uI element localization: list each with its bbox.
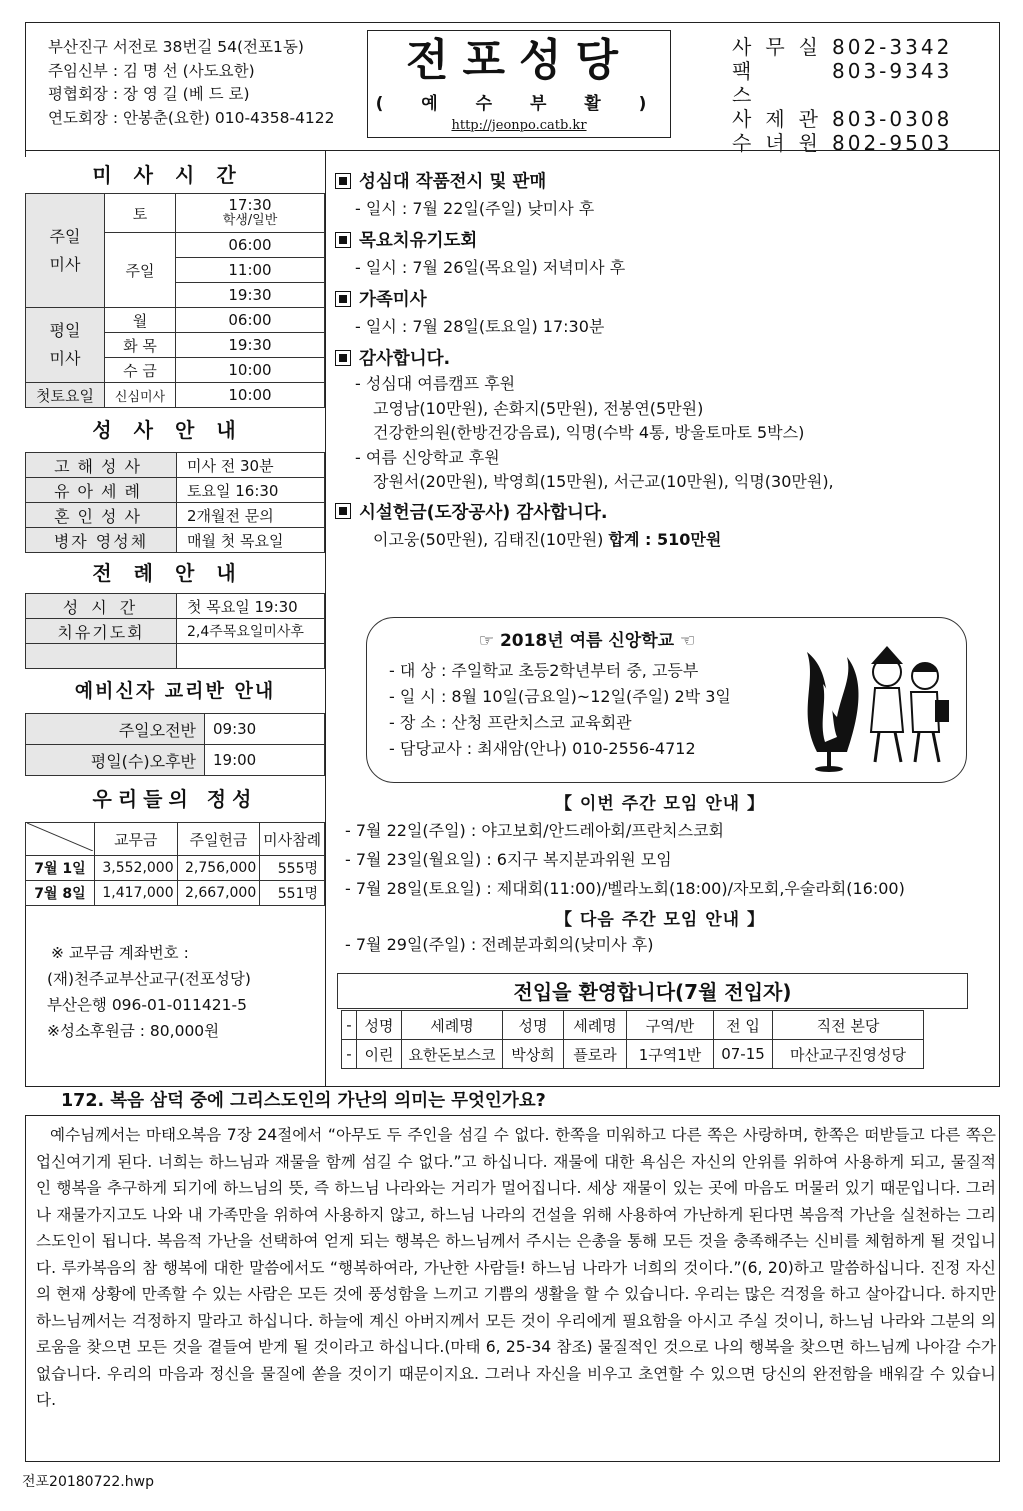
legion-president: 연도회장 : 안봉춘(요한) 010-4358-4122 [48, 108, 335, 127]
facility-title [335, 499, 985, 524]
contact-number: 802-9503 [832, 131, 953, 155]
offering-date: 7월 8일 [26, 881, 95, 906]
contact-label: 수녀원 [732, 131, 832, 155]
contact-label: 사제관 [732, 107, 832, 131]
offering-header: 교무금 [95, 823, 178, 856]
contact-label: 사무실 [732, 35, 832, 59]
welcome-header: 세례명 [564, 1011, 627, 1040]
weekday-time: 19:30 [176, 333, 325, 358]
thanks-line: 장원서(20만원), 박영희(15만원), 서근교(10만원), 익명(30만원), [373, 472, 834, 491]
council-president: 평협회장 : 장 영 길 (베 드 로) [48, 85, 250, 103]
header-divider [25, 150, 1000, 151]
notice-title-text: 목요치유기도회 [359, 231, 478, 251]
checkbox-icon [335, 232, 351, 248]
header-info [48, 36, 335, 130]
sat-note: 학생/일반 [222, 213, 278, 228]
offering-corner [26, 823, 95, 856]
offering-table [25, 822, 325, 906]
sat-mass [176, 194, 325, 233]
sacrament-name: 병자 영성체 [26, 528, 177, 553]
liturgy-value: 2,4주목요일미사후 [177, 619, 325, 644]
welcome-cell: 박상희 [503, 1040, 564, 1069]
facility-total: 합계 : 510만원 [608, 529, 722, 549]
welcome-title: 전입을 환영합니다(7월 전입자) [337, 973, 968, 1009]
meeting-line: - 7월 28일(토요일) : 제대회(11:00)/벨라노회(18:00)/자모회,우술라회(16:00) [345, 879, 905, 898]
welcome-cell: - [342, 1040, 357, 1069]
title-box [367, 30, 671, 138]
camp-line: - 일 시 : 8월 10일(금요일)~12일(주일) 2박 3일 [389, 687, 731, 706]
offering-value: 2,667,000 [177, 881, 260, 906]
next-week-title: 【 다음 주간 모임 안내 】 [555, 910, 765, 930]
welcome-header: 성명 [357, 1011, 402, 1040]
offering-title: 우리들의 정성 [25, 776, 325, 822]
offering-header: 주일헌금 [177, 823, 260, 856]
mass-times-table [25, 193, 325, 408]
this-week-title: 【 이번 주간 모임 안내 】 [555, 794, 765, 814]
weekday-day: 화 목 [105, 333, 176, 358]
welcome-header: 세례명 [402, 1011, 503, 1040]
liturgy-value: 첫 목요일 19:30 [177, 594, 325, 619]
sun-time: 06:00 [176, 233, 325, 258]
welcome-cell: 1구역1반 [627, 1040, 714, 1069]
first-sat-label: 첫토요일 [26, 383, 105, 408]
liturgy-name: 치유기도회 [26, 619, 177, 644]
contact-number: 803-0308 [832, 107, 953, 131]
thanks-details [335, 372, 985, 495]
liturgy-empty [177, 644, 325, 669]
catechumen-title: 예비신자 교리반 안내 [25, 669, 325, 713]
facility-donors [335, 528, 985, 552]
contact-number: 802-3342 [832, 35, 953, 59]
address: 부산진구 서전로 38번길 54(전포1동) [48, 38, 304, 56]
sacraments-table [25, 452, 325, 553]
catechism-answer: 예수님께서는 마태오복음 7장 24절에서 “아무도 두 주인을 섬길 수 없다. 한쪽을 미워하고 다른 쪽은 사랑하며, 한쪽은 떠받들고 다른 쪽은 업신여기게 된다. 너희는 하느님과 재물을 함께 섬길 수 없다.”고 하십니다. 재물에 대한 욕심은 자신의 안위를 위하여 사용하게 되고, 물질적인 행복을 추구하게 되기에 하느님의 뜻, 즉 하느님 나라와는 거리가 멀어집니다. 세상 재물이 있는 곳에 마음도 머물러 있기 때문입니다. 그러나 재물가지고도 나와 내 가족만을 위하여 사용하지 않고, 하느님 나라의 건설을 위해 사용하여 가난하게 된다면 복음적 가난을 실천하는 그리스도인이 됩니다. 복음적 가난을 선택하여 얻게 되는 행복은 하느님께서 주시는 은총을 통해 모든 것을 충족해주는 신비를 체험하게 될 것입니다. 루카복음의 참 행복에 대한 말씀에서도 “행복하여라, 가난한 사람들! 하느님 나라가 너희의 것이다.”(6, 20)하고 말씀하십니다. 진정 자신의 현재 상황에 만족할 수 있는 사람은 모든 것에 풍성함을 느끼고 기쁨의 생활을 할 수 있습니다. 우리는 많은 걱정을 하고 살아갑니다. 하지만 하느님께서는 걱정하지 말라고 하십니다. 하늘에 계신 아버지께서 모든 것이 우리에게 필요함을 아시고 주실 것이니, 하느님 나라와 그분의 의로움을 찾으면 모든 것을 곁들여 받게 될 것이라고 하십니다.(마태 6, 25-34 참조) 물질적인 것으로 나의 행복을 찾으면 하느님께 나아갈 수가 없습니다. 우리의 마음과 정신을 물질에 쏟을 것이기 때문이지요. 그러나 자신을 비우고 초연할 수 있으면 당신의 완전함을 배워갈 수 있습니다. [36, 1126, 996, 1409]
welcome-cell: 요한돈보스코 [402, 1040, 503, 1069]
checkbox-icon [335, 173, 351, 189]
notice-title-text: 성심대 작품전시 및 판매 [359, 172, 547, 192]
sacrament-value: 미사 전 30분 [177, 453, 325, 478]
facility-title-text: 시설헌금(도장공사) 감사합니다. [359, 502, 608, 523]
sacrament-value: 매월 첫 목요일 [177, 528, 325, 553]
catechumen-time: 19:00 [205, 745, 325, 776]
contact-row [732, 35, 952, 59]
weekday-mass-label: 평일 미사 [26, 308, 105, 383]
parish-title: 전포성당 [405, 35, 632, 86]
donation-info: ※성소후원금 : 80,000원 [47, 1022, 220, 1040]
notice-title [335, 286, 985, 311]
notice-detail: - 일시 : 7월 22일(주일) 낮미사 후 [355, 199, 595, 218]
weekday-day: 수 금 [105, 358, 176, 383]
offering-date: 7월 1일 [26, 856, 95, 881]
notice-title-text: 가족미사 [359, 290, 427, 310]
account-bank: 부산은행 096-01-011421-5 [47, 996, 247, 1014]
camp-line: - 담당교사 : 최새암(안나) 010-2556-4712 [389, 739, 696, 758]
welcome-cell: 플로라 [564, 1040, 627, 1069]
welcome-table [341, 1010, 924, 1069]
sunday-mass-label: 주일 미사 [26, 194, 105, 308]
sacrament-value: 토요일 16:30 [177, 478, 325, 503]
catechism-question: 172. 복음 삼덕 중에 그리스도인의 가난의 의미는 무엇인가요? [25, 1086, 1000, 1116]
account-info [25, 906, 325, 1044]
contact-row [732, 59, 952, 107]
thanks-line: 고영남(10만원), 손화지(5만원), 전봉연(5만원) [373, 398, 704, 418]
catechumen-time: 09:30 [205, 714, 325, 745]
welcome-cell: 07-15 [714, 1040, 773, 1069]
catechumen-class: 평일(수)오후반 [26, 745, 205, 776]
notice-title [335, 168, 985, 193]
flame-children-illustration-icon [797, 632, 957, 772]
offering-value: 1,417,000 [95, 881, 178, 906]
meeting-line: - 7월 22일(주일) : 야고보회/안드레아회/프란치스코회 [345, 821, 724, 840]
contact-number: 803-9343 [832, 59, 953, 83]
checkbox-icon [335, 503, 351, 519]
thanks-line: - 성심대 여름캠프 후원 [355, 374, 516, 393]
meeting-line: - 7월 29일(주일) : 전례분과회의(낮미사 후) [345, 935, 654, 954]
column-divider [325, 150, 326, 1086]
thanks-title-text: 감사합니다. [359, 349, 451, 369]
facility-donor-list: 이고웅(50만원), 김태진(10만원) [373, 529, 604, 549]
right-column [335, 168, 985, 552]
welcome-header: 구역/반 [627, 1011, 714, 1040]
contact-list [732, 35, 952, 155]
thanks-title [335, 345, 985, 370]
notice-detail: - 일시 : 7월 26일(목요일) 저녁미사 후 [355, 258, 626, 277]
camp-line: - 장 소 : 산청 프란치스코 교육회관 [389, 713, 632, 732]
welcome-header: 성명 [503, 1011, 564, 1040]
sun-time: 11:00 [176, 258, 325, 283]
checkbox-icon [335, 291, 351, 307]
welcome-cell: 이린 [357, 1040, 402, 1069]
first-sat-time: 10:00 [176, 383, 325, 408]
offering-header: 미사참례 [260, 823, 325, 856]
weekday-time: 10:00 [176, 358, 325, 383]
liturgy-empty [26, 644, 177, 669]
first-sat-type: 신심미사 [105, 383, 176, 408]
sun-label: 주일 [105, 233, 176, 308]
contact-row [732, 131, 952, 155]
liturgy-title: 전례안내 [25, 553, 325, 593]
liturgy-table [25, 593, 325, 669]
sun-time: 19:30 [176, 283, 325, 308]
sat-label: 토 [105, 194, 176, 233]
welcome-header: 직전 본당 [773, 1011, 924, 1040]
summer-camp-box [366, 617, 967, 783]
welcome-cell: 마산교구진영성당 [773, 1040, 924, 1069]
parish-url[interactable]: http://jeonpo.catb.kr [451, 118, 587, 133]
notice-title [335, 227, 985, 252]
catechumen-table [25, 713, 325, 776]
mass-times-title: 미사시간 [25, 157, 325, 193]
camp-details [389, 658, 731, 762]
weekday-time: 06:00 [176, 308, 325, 333]
sacrament-value: 2개월전 문의 [177, 503, 325, 528]
welcome-header: 전 입 [714, 1011, 773, 1040]
sacrament-name: 혼인성사 [26, 503, 177, 528]
checkbox-icon [335, 350, 351, 366]
offering-value: 3,552,000 [95, 856, 178, 881]
liturgical-season: ( 예 수 부 활 ) [375, 94, 663, 114]
sat-time: 17:30 [228, 196, 272, 214]
weekday-day: 월 [105, 308, 176, 333]
catechumen-class: 주일오전반 [26, 714, 205, 745]
file-name: 전포20180722.hwp [22, 1474, 154, 1490]
camp-title: ☞ 2018년 여름 신앙학교 ☜ [478, 631, 696, 651]
next-week-list [335, 930, 985, 959]
camp-line: - 대 상 : 주일학교 초등2학년부터 중, 고등부 [389, 661, 699, 680]
meeting-line: - 7월 23일(월요일) : 6지구 복지분과위원 모임 [345, 850, 672, 869]
sacraments-title: 성사안내 [25, 408, 325, 452]
offering-value: 551명 [260, 881, 325, 906]
thanks-line: - 여름 신앙학교 후원 [355, 447, 500, 467]
diagonal-line-icon [27, 823, 93, 851]
thanks-line: 건강한의원(한방건강음료), 익명(수박 4통, 방울토마토 5박스) [373, 423, 805, 442]
meetings-section [335, 789, 985, 959]
account-org: (재)천주교부산교구(전포성당) [47, 970, 251, 988]
liturgy-name: 성 시 간 [26, 594, 177, 619]
contact-label: 팩스 [732, 59, 792, 107]
this-week-list [335, 816, 985, 903]
welcome-header: - [342, 1011, 357, 1040]
offering-value: 2,756,000 [177, 856, 260, 881]
left-column [25, 157, 325, 1044]
account-title: ※ 교무금 계좌번호 : [51, 944, 189, 962]
contact-row [732, 107, 952, 131]
pastor: 주임신부 : 김 명 선 (사도요한) [48, 61, 255, 80]
sacrament-name: 유아세례 [26, 478, 177, 503]
notice-detail: - 일시 : 7월 28일(토요일) 17:30분 [355, 317, 605, 336]
sacrament-name: 고해성사 [26, 453, 177, 478]
offering-value: 555명 [260, 856, 325, 881]
